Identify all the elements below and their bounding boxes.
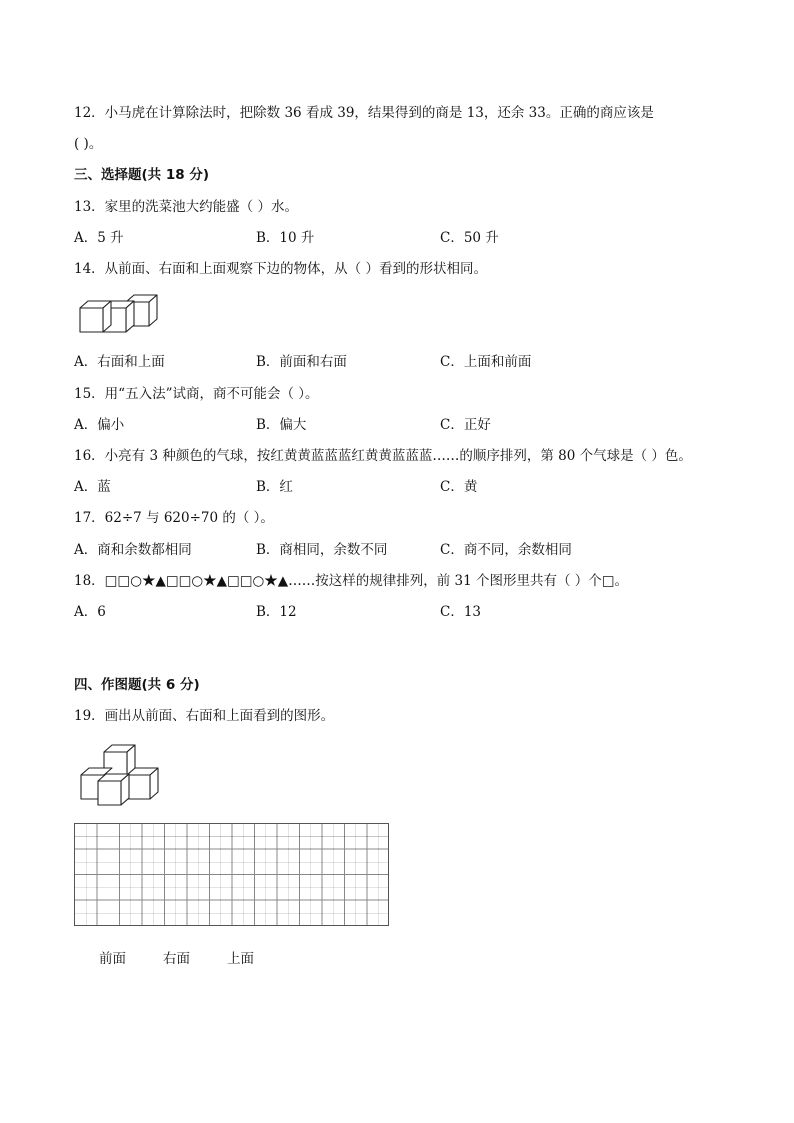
q18-option-b[interactable]: B．12 — [256, 604, 297, 620]
q15-stem: 15．用“五入法”试商，商不可能会（ ）。 — [74, 386, 319, 402]
q19-cube-figure — [78, 742, 162, 806]
q16-stem: 16．小亮有 3 种颜色的气球，按红黄黄蓝蓝蓝红黄黄蓝蓝蓝……的顺序排列，第 80 个气球是（ ）色。 — [74, 448, 692, 464]
q15-option-a[interactable]: A．偏小 — [74, 417, 125, 433]
q14-option-a[interactable]: A．右面和上面 — [74, 354, 165, 370]
q13-option-b[interactable]: B．10 升 — [256, 230, 315, 246]
q14-option-b[interactable]: B．前面和右面 — [256, 354, 347, 370]
grid-label-top: 上面 — [227, 951, 254, 967]
q17-option-c[interactable]: C．商不同，余数相同 — [440, 542, 572, 558]
q16-option-b[interactable]: B．红 — [256, 479, 293, 495]
q12-line1: 12．小马虎在计算除法时，把除数 36 看成 39，结果得到的商是 13，还余 33。正确的商应该是 — [74, 105, 654, 121]
grid-label-right: 右面 — [163, 951, 190, 967]
drawing-grid[interactable] — [74, 823, 389, 926]
q15-option-c[interactable]: C．正好 — [440, 417, 491, 433]
q14-cube-figure — [76, 294, 162, 336]
q18-stem: 18．□□○★▲□□○★▲□□○★▲……按这样的规律排列，前 31 个图形里共有（ ）个□。 — [74, 573, 629, 589]
q14-stem: 14．从前面、右面和上面观察下边的物体，从（ ）看到的形状相同。 — [74, 261, 487, 277]
q18-option-c[interactable]: C．13 — [440, 604, 482, 620]
q17-option-a[interactable]: A．商和余数都相同 — [74, 542, 192, 558]
q16-option-c[interactable]: C．黄 — [440, 479, 478, 495]
q13-stem: 13．家里的洗菜池大约能盛（ ）水。 — [74, 199, 298, 215]
q12-line2: ( )。 — [74, 136, 103, 152]
q13-option-a[interactable]: A．5 升 — [74, 230, 124, 246]
q14-option-c[interactable]: C．上面和前面 — [440, 354, 532, 370]
section4-title: 四、作图题(共 6 分) — [74, 677, 200, 693]
q17-option-b[interactable]: B．商相同，余数不同 — [256, 542, 388, 558]
q13-option-c[interactable]: C．50 升 — [440, 230, 499, 246]
q18-option-a[interactable]: A．6 — [74, 604, 106, 620]
q16-option-a[interactable]: A．蓝 — [74, 479, 111, 495]
q19-stem: 19．画出从前面、右面和上面看到的图形。 — [74, 708, 335, 724]
section3-title: 三、选择题(共 18 分) — [74, 167, 210, 183]
q15-option-b[interactable]: B．偏大 — [256, 417, 307, 433]
q17-stem: 17．62÷7 与 620÷70 的（ ）。 — [74, 510, 274, 526]
grid-label-front: 前面 — [99, 951, 126, 967]
